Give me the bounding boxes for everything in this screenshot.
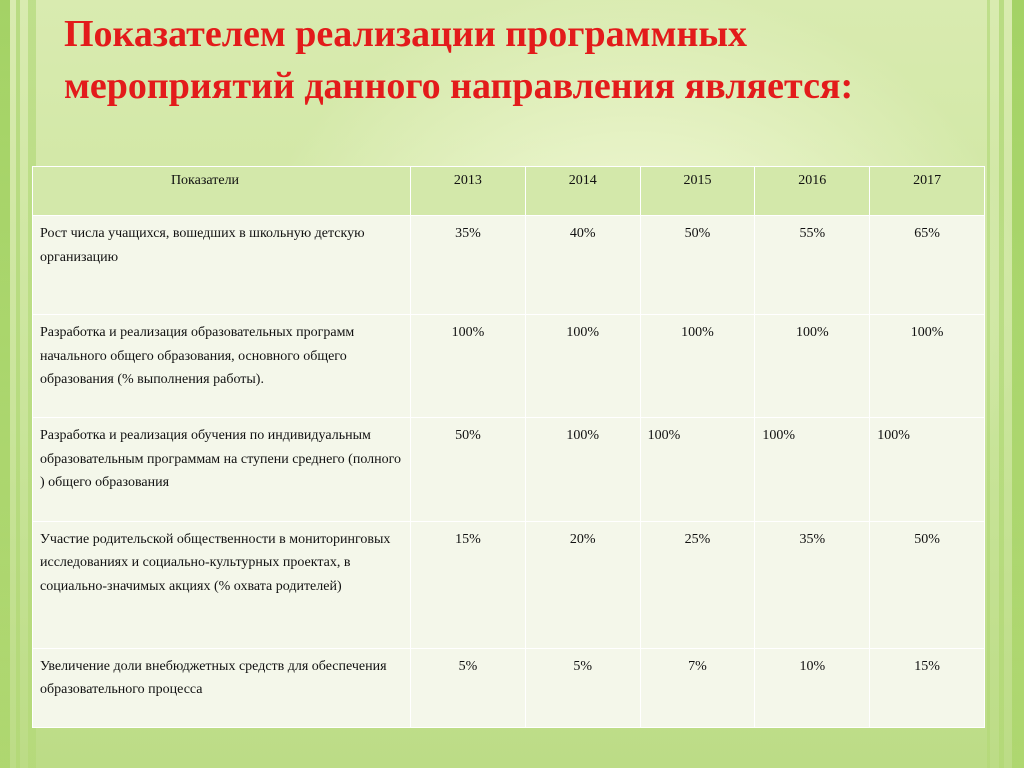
value-cell: 35%	[411, 216, 526, 315]
value-cell: 55%	[755, 216, 870, 315]
value-cell: 15%	[870, 648, 985, 727]
header-year: 2015	[640, 167, 755, 216]
value-cell: 100%	[870, 315, 985, 418]
value-cell: 50%	[411, 418, 526, 521]
table-row	[33, 216, 985, 315]
indicator-cell: Увеличение доли внебюджетных средств для обеспечения образовательного процесса	[33, 648, 411, 727]
indicator-cell: Рост числа учащихся, вошедших в школьную детскую организацию	[33, 216, 411, 315]
value-cell: 100%	[525, 418, 640, 521]
indicator-cell: Разработка и реализация образовательных программ начального общего образования, основного общего образования (% выполнения работы).	[33, 315, 411, 418]
table-header-row	[33, 167, 985, 216]
value-cell: 25%	[640, 521, 755, 648]
value-cell: 100%	[755, 315, 870, 418]
background-stripe	[16, 0, 20, 768]
table-row	[33, 648, 985, 727]
indicators-table	[32, 166, 985, 728]
value-cell: 100%	[640, 418, 755, 521]
value-cell: 100%	[525, 315, 640, 418]
table-row	[33, 418, 985, 521]
value-cell: 15%	[411, 521, 526, 648]
value-cell: 10%	[755, 648, 870, 727]
slide-title: Показателем реализации программных мероприятий данного направления является:	[64, 13, 854, 107]
indicator-cell: Участие родительской общественности в мониторинговых исследованиях и социально-культурных проектах, в социально-значимых акциях (% охвата родителей)	[33, 521, 411, 648]
header-year: 2016	[755, 167, 870, 216]
table-row	[33, 315, 985, 418]
header-year: 2017	[870, 167, 985, 216]
value-cell: 65%	[870, 216, 985, 315]
header-indicator: Показатели	[33, 167, 411, 216]
value-cell: 7%	[640, 648, 755, 727]
value-cell: 50%	[870, 521, 985, 648]
value-cell: 50%	[640, 216, 755, 315]
value-cell: 100%	[640, 315, 755, 418]
header-year: 2014	[525, 167, 640, 216]
value-cell: 20%	[525, 521, 640, 648]
background-stripe	[999, 0, 1004, 768]
background-stripe	[987, 0, 990, 768]
value-cell: 35%	[755, 521, 870, 648]
indicators-table-container	[32, 166, 985, 728]
header-year: 2013	[411, 167, 526, 216]
value-cell: 5%	[411, 648, 526, 727]
value-cell: 100%	[411, 315, 526, 418]
value-cell: 40%	[525, 216, 640, 315]
table-row	[33, 521, 985, 648]
background-stripe	[1012, 0, 1024, 768]
indicator-cell: Разработка и реализация обучения по индивидуальным образовательным программам на ступени среднего (полного ) общего образования	[33, 418, 411, 521]
value-cell: 100%	[870, 418, 985, 521]
background-stripe	[0, 0, 10, 768]
value-cell: 100%	[755, 418, 870, 521]
value-cell: 5%	[525, 648, 640, 727]
